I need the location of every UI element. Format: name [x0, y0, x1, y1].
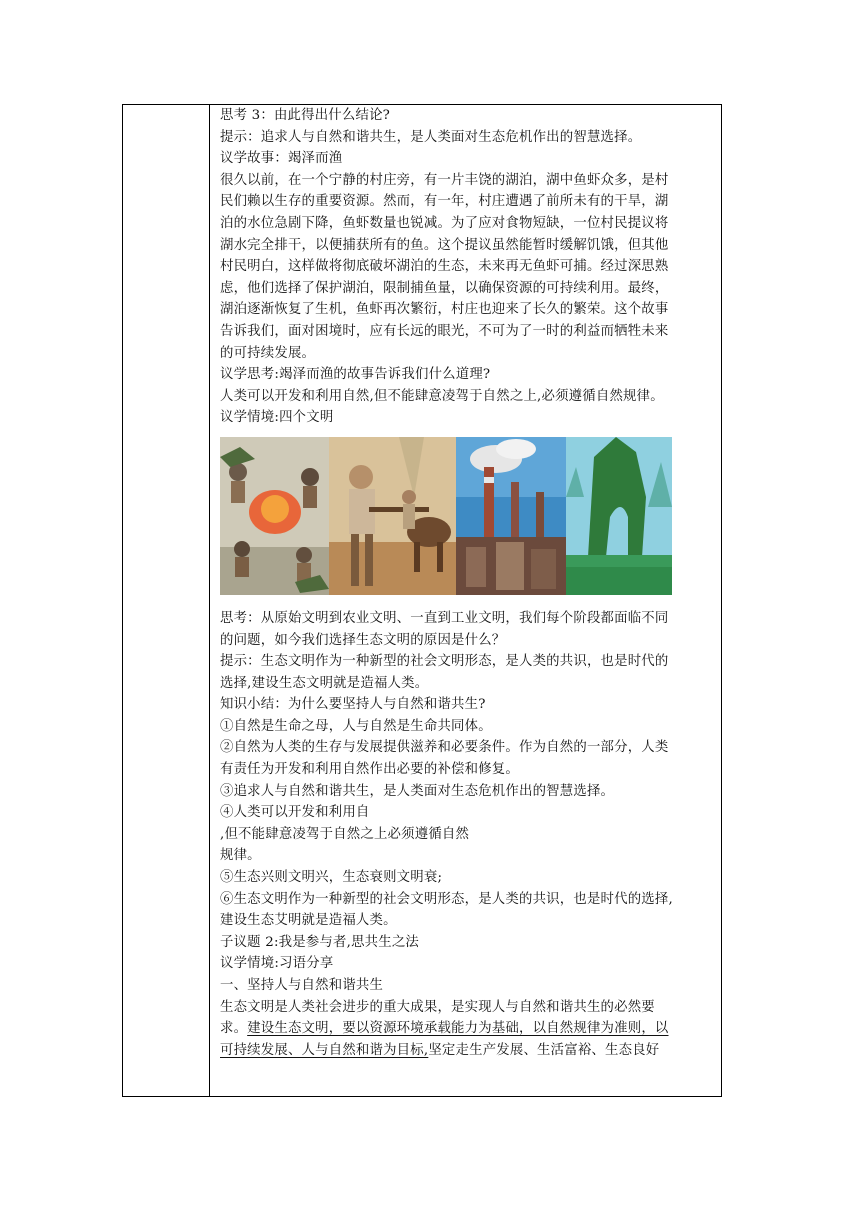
story-text-line: 告诉我们，面对困境时，应有长远的眼光，不可为了一时的利益而牺牲未来: [220, 323, 669, 339]
summary-text-line: 生态文明是人类社会进步的重大成果，是实现人与自然和谐共生的必然要: [220, 999, 655, 1015]
line-suffix: 坚定走生产发展、生活富裕、生态良好: [428, 1042, 660, 1058]
summary-text-line: 知识小结：为什么要坚持人与自然和谐共生?: [220, 697, 486, 713]
summary-text-line: 子议题 2:我是参与者,思共生之法: [220, 934, 420, 950]
line-prefix: 求。: [220, 1021, 248, 1037]
agricultural-civilization-image: [329, 437, 456, 595]
content-cell: [220, 105, 714, 1061]
summary-text-line: ①自然是生命之母，人与自然是生命共同体。: [220, 718, 492, 734]
underlined-text: 可持续发展、人与自然和谐为目标,: [220, 1042, 429, 1058]
story-text-line: 民们赖以生存的重要资源。然而，有一年，村庄遭遇了前所未有的干旱，湖: [220, 194, 669, 210]
primitive-civilization-image: [220, 437, 329, 595]
story-text-line: 议学情境:四个文明: [220, 410, 334, 426]
summary-text-line: 规律。: [220, 848, 261, 864]
story-text-line: 提示：追求人与自然和谐共生，是人类面对生态危机作出的智慧选择。: [220, 129, 642, 145]
summary-text-line: 思考：从原始文明到农业文明、一直到工业文明，我们每个阶段都面临不同: [220, 610, 669, 626]
summary-text-line: 的问题，如今我们选择生态文明的原因是什么？: [220, 632, 506, 648]
lesson-table: [122, 104, 722, 1097]
story-text-line: 人类可以开发和利用自然,但不能肆意凌驾于自然之上,必须遵循自然规律。: [220, 388, 664, 404]
four-civilizations-images: [220, 437, 714, 595]
story-text-line: 议学故事：竭泽而渔: [220, 151, 343, 167]
summary-text-line: 有责任为开发和利用自然作出必要的补偿和修复。: [220, 762, 519, 778]
story-text-line: 议学思考:竭泽而渔的故事告诉我们什么道理?: [220, 367, 491, 383]
story-text-line: 村民明白，这样做将彻底破坏湖泊的生态，未来再无鱼虾可捕。经过深思熟: [220, 259, 669, 275]
summary-text-line: ⑤生态兴则文明兴，生态衰则文明衰;: [220, 870, 443, 886]
industrial-civilization-image: [456, 437, 566, 595]
summary-section: [220, 608, 714, 1018]
summary-text-line: ②自然为人类的生存与发展提供滋养和必要条件。作为自然的一部分，人类: [220, 740, 669, 756]
story-section: [220, 105, 714, 429]
summary-text-line: 建设生态艾明就是造福人类。: [220, 913, 397, 929]
summary-text-line: ③追求人与自然和谐共生，是人类面对生态危机作出的智慧选择。: [220, 783, 615, 799]
story-text-line: 湖水完全排干，以便捕获所有的鱼。这个提议虽然能暂时缓解饥饿，但其他: [220, 237, 669, 253]
story-text-line: 很久以前，在一个宁静的村庄旁，有一片丰饶的湖泊，湖中鱼虾众多，是村: [220, 172, 669, 188]
summary-text-line: 提示：生态文明作为一种新型的社会文明形态，是人类的共识，也是时代的: [220, 654, 669, 670]
underlined-line-2: [220, 1040, 714, 1062]
summary-text-line: ⑥生态文明作为一种新型的社会文明形态，是人类的共识，也是时代的选择,: [220, 891, 673, 907]
summary-text-line: ④人类可以开发和利用自: [220, 805, 370, 821]
summary-text-line: 选择,建设生态文明就是造福人类。: [220, 675, 429, 691]
story-text-line: 思考 3：由此得出什么结论?: [220, 108, 391, 123]
underlined-line-1: [220, 1018, 714, 1040]
underlined-text: 建设生态文明，要以资源环境承载能力为基础，以自然规律为准则，以: [247, 1021, 669, 1037]
story-text-line: 泊的水位急剧下降，鱼虾数量也锐减。为了应对食物短缺，一位村民提议将: [220, 215, 669, 231]
summary-text-line: ,但不能肆意凌驾于自然之上必须遵循自然: [220, 826, 470, 842]
left-column-cell: [123, 105, 210, 1096]
story-text-line: 的可持续发展。: [220, 345, 316, 361]
story-text-line: 虑，他们选择了保护湖泊，限制捕鱼量，以确保资源的可持续利用。最终，: [220, 280, 669, 296]
ecological-civilization-image: [566, 437, 672, 595]
story-text-line: 湖泊逐渐恢复了生机，鱼虾再次繁衍，村庄也迎来了长久的繁荣。这个故事: [220, 302, 669, 318]
summary-text-line: 议学情境:习语分享: [220, 956, 334, 972]
summary-text-line: 一、坚持人与自然和谐共生: [220, 978, 384, 993]
